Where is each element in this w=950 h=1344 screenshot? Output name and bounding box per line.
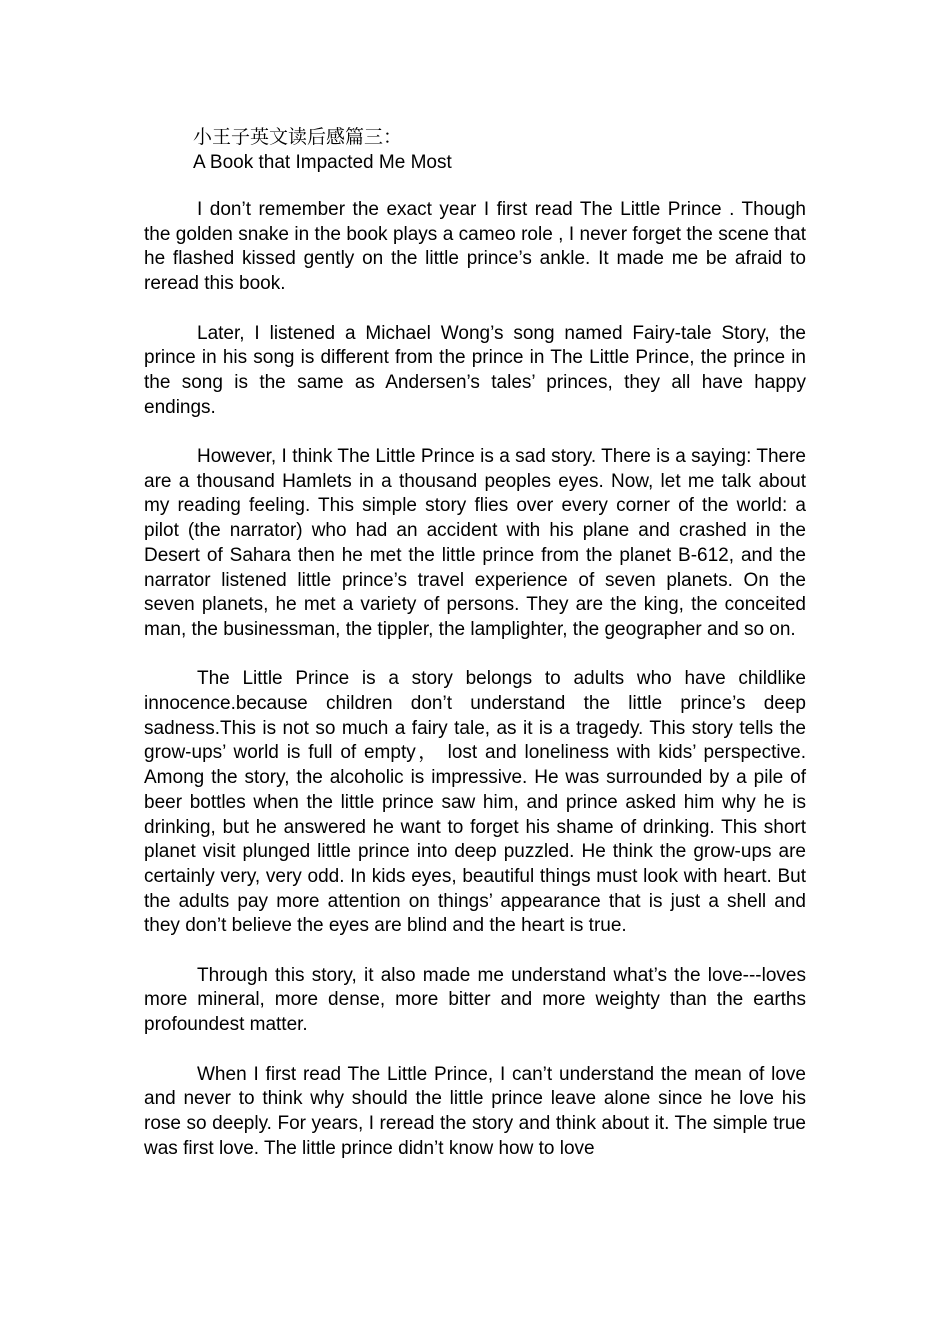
paragraph: When I first read The Little Prince, I can’t understand the mean of love and never to think why should the little prince leave alone since he love his rose so deeply. For years, I reread the story and think about it. The simple true was first love. The little prince didn’t know how to love — [144, 1063, 806, 1159]
paragraph: I don’t remember the exact year I first read The Little Prince . Though the golden snake in the book plays a cameo role , I never forget the scene that he flashed kissed gently on the little prince’s ankle. It made me be afraid to reread this book. — [144, 199, 806, 295]
paragraph: Through this story, it also made me understand what’s the love---loves more mineral, more dense, more bitter and more weighty than the earths profoundest matter. — [144, 964, 806, 1036]
body-text — [144, 198, 806, 1161]
heading-chinese: 小王子英文读后感篇三： — [193, 126, 403, 148]
paragraph: The Little Prince is a story belongs to adults who have childlike innocence.because children don’t understand the little prince’s deep sadness.This is not so much a fairy tale, as it is a tragedy. This story tells the grow-ups’ world is full of empty， lost and loneliness with kids’ perspective. Among the story, the alcoholic is impressive. He was surrounded by a pile of beer bottles when the little prince saw him, and prince asked him why he is drinking, but he answered he want to forget his shame of drinking. This short planet visit plunged little prince into deep puzzled. He think the grow-ups are certainly very, very odd. In kids eyes, beautiful things must look with heart. But the adults pay more attention on things’ appearance that is just a shell and they don’t believe the eyes are blind and the heart is true. — [144, 668, 806, 937]
paragraph: Later, I listened a Michael Wong’s song named Fairy-tale Story, the prince in his song is different from the prince in The Little Prince, the prince in the song is the same as Andersen’s tales’ princes, they all have happy endings. — [144, 322, 806, 418]
paragraph: However, I think The Little Prince is a sad story. There is a saying: There are a thousand Hamlets in a thousand peoples eyes. Now, let me talk about my reading feeling. This simple story flies over every corner of the world: a pilot (the narrator) who had an accident with his plane and crashed in the Desert of Sahara then he met the little prince from the planet B-612, and the narrator listened little prince’s travel experience of seven planets. On the seven planets, he met a variety of persons. They are the king, the conceited man, the businessman, the tippler, the lamplighter, the geographer and so on. — [144, 446, 806, 640]
heading-english: A Book that Impacted Me Most — [193, 152, 452, 173]
heading-block — [193, 124, 793, 175]
